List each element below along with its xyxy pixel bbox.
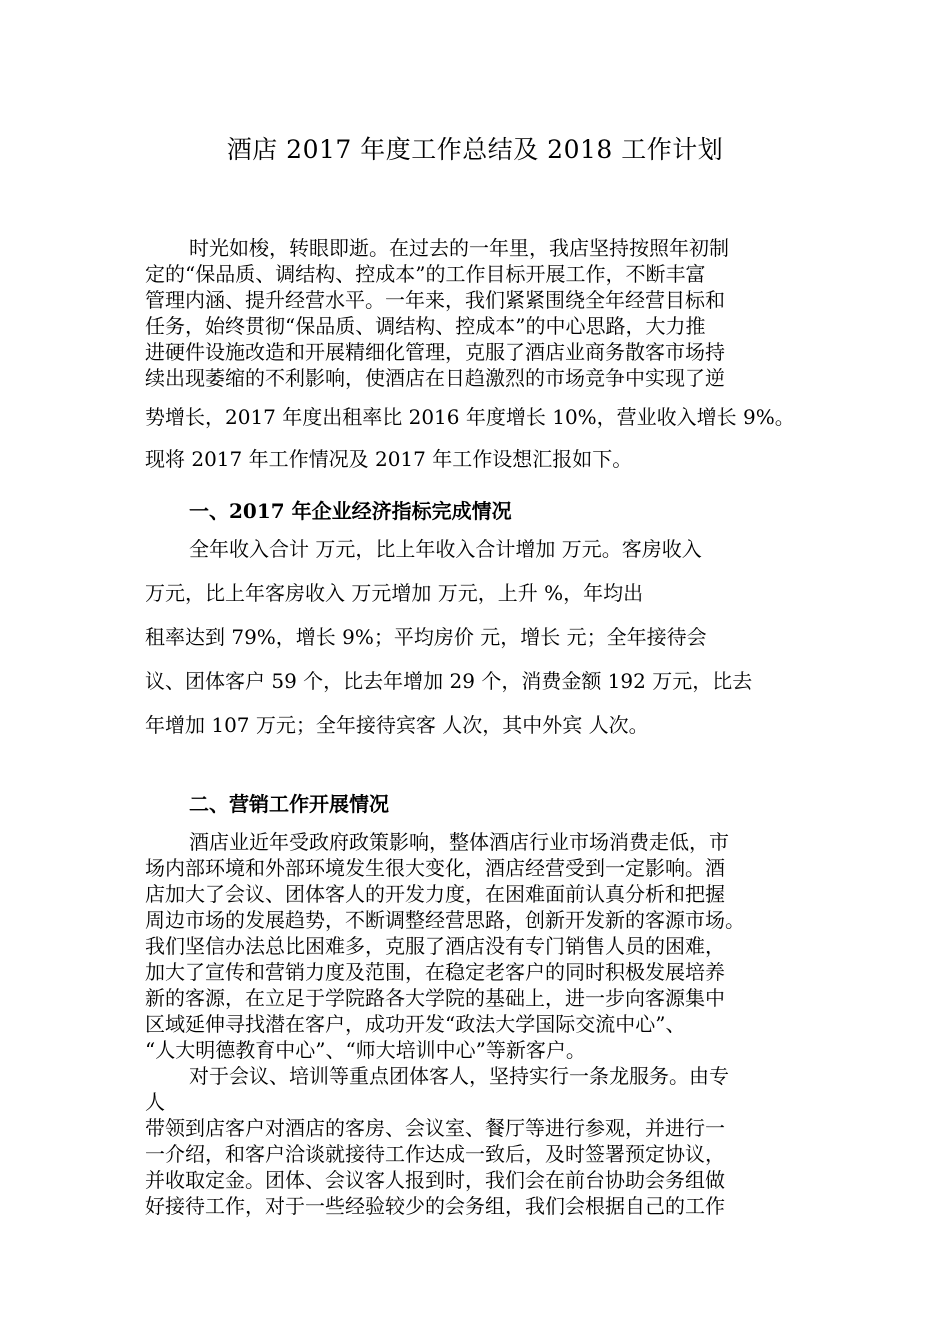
intro-line: 任务，始终贯彻“保品质、调结构、控成本”的中心思路，大力推 [145,314,706,338]
section-2-line: 一介绍，和客户洽谈就接待工作达成一致后，及时签署预定协议， [145,1142,725,1166]
section-2-line: 酒店业近年受政府政策影响，整体酒店行业市场消费走低，市 [189,830,729,854]
section-2-line: 好接待工作，对于一些经验较少的会务组，我们会根据自己的工作 [145,1194,725,1218]
intro-line: 进硬件设施改造和开展精细化管理，克服了酒店业商务散客市场持 [145,340,725,364]
section-2-line: 加大了宣传和营销力度及范围，在稳定老客户的同时积极发展培养 [145,960,725,984]
section-1-line: 租率达到 79%，增长 9%；平均房价 元，增长 元；全年接待会 [145,625,707,649]
intro-line: 管理内涵、提升经营水平。一年来，我们紧紧围绕全年经营目标和 [145,288,725,312]
intro-line: 续出现萎缩的不利影响，使酒店在日趋激烈的市场竞争中实现了逆 [145,366,725,390]
section-1-line: 议、团体客户 59 个，比去年增加 29 个，消费金额 192 万元，比去 [145,669,753,693]
section-2-body [145,829,810,1219]
section-2-line: 并收取定金。团体、会议客人报到时，我们会在前台协助会务组做 [145,1168,725,1192]
section-2-line: 周边市场的发展趋势，不断调整经营思路，创新开发新的客源市场。 [145,908,745,932]
section-2-line: 店加大了会议、团体客人的开发力度，在困难面前认真分析和把握 [145,882,725,906]
intro-paragraph-continued [145,396,810,480]
section-2-line: 区域延伸寻找潜在客户，成功开发“政法大学国际交流中心”、 [145,1012,686,1036]
section-2-line: 带领到店客户对酒店的客房、会议室、餐厅等进行参观，并进行一 [145,1116,725,1140]
section-2-line: 对于会议、培训等重点团体客人，坚持实行一条龙服务。由专 [189,1064,729,1088]
section-1-line: 年增加 107 万元；全年接待宾客 人次，其中外宾 人次。 [145,713,649,737]
section-1-body [145,527,810,747]
section-2-line: 新的客源，在立足于学院路各大学院的基础上，进一步向客源集中 [145,986,725,1010]
intro-line: 势增长，2017 年度出租率比 2016 年度增长 10%，营业收入增长 9%。 [145,405,795,429]
intro-line: 定的“保品质、调结构、控成本”的工作目标开展工作，不断丰富 [145,262,706,286]
document-title: 酒店 2017 年度工作总结及 2018 工作计划 [226,135,724,164]
section-1-line: 万元，比上年客房收入 万元增加 万元，上升 %，年均出 [145,581,644,605]
section-2-line: 我们坚信办法总比困难多，克服了酒店没有专门销售人员的困难， [145,934,725,958]
section-2-heading: 二、营销工作开展情况 [189,792,389,816]
section-1-line: 全年收入合计 万元，比上年收入合计增加 万元。客房收入 [189,537,702,561]
intro-line: 现将 2017 年工作情况及 2017 年工作设想汇报如下。 [145,447,633,471]
section-2-line: 人 [145,1090,165,1114]
section-2-line: 场内部环境和外部环境发生很大变化，酒店经营受到一定影响。酒 [145,856,725,880]
intro-line: 时光如梭，转眼即逝。在过去的一年里，我店坚持按照年初制 [189,236,729,260]
intro-paragraph [145,235,810,391]
section-2-line: “人大明德教育中心”、“师大培训中心”等新客户。 [145,1038,586,1062]
section-1-heading: 一、2017 年企业经济指标完成情况 [189,499,512,523]
